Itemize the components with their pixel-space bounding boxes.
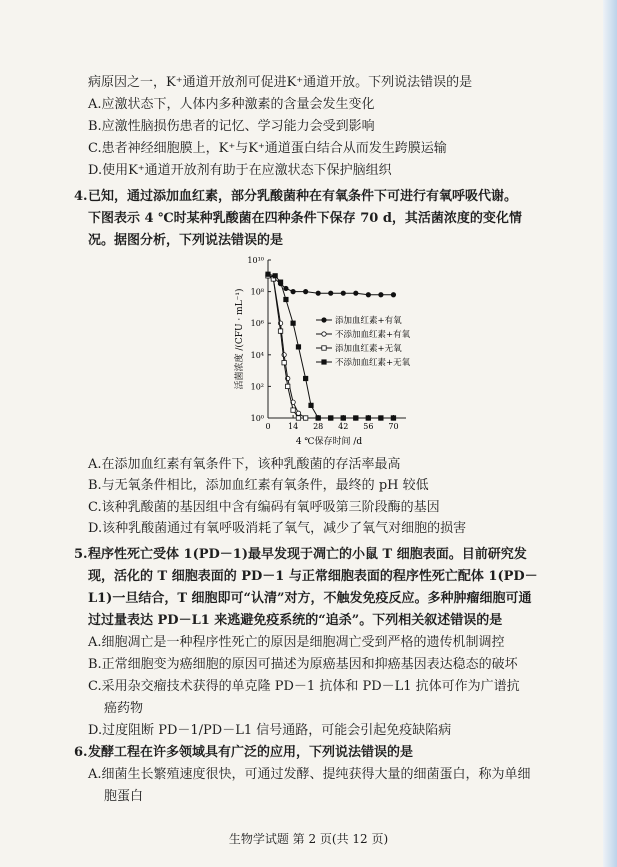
data-point bbox=[278, 280, 282, 284]
data-point bbox=[354, 291, 358, 295]
q3-option-b: B.应激性脑损伤患者的记忆、学习能力会受到影响 bbox=[88, 119, 375, 134]
data-point bbox=[291, 289, 295, 293]
legend-marker bbox=[322, 346, 326, 350]
data-point bbox=[391, 416, 395, 420]
q5-stem-line-3: L1)一旦结合，T 细胞即可“认清”对方，不触发免疫反应。多种肿瘤细胞可通 bbox=[88, 591, 532, 606]
q5-option-b: B.正常细胞变为癌细胞的原因可描述为原癌基因和抑癌基因表达稳态的破坏 bbox=[88, 657, 518, 672]
x-tick-label: 14 bbox=[287, 422, 299, 431]
q6-option-a: A.细菌生长繁殖速度很快，可通过发酵、提纯获得大量的细菌蛋白，称为单细 bbox=[88, 767, 531, 782]
q6-number: 6. bbox=[74, 745, 88, 760]
y-tick-label: 10² bbox=[250, 382, 264, 392]
data-point bbox=[366, 416, 370, 420]
legend-label: 不添加血红素+有氧 bbox=[335, 330, 411, 340]
q5-option-c-cont: 癌药物 bbox=[104, 701, 144, 716]
q5-stem-line-2: 现，活化的 T 细胞表面的 PD－1 与正常细胞表面的程序性死亡配体 1(PD－ bbox=[88, 569, 538, 584]
x-tick-label: 42 bbox=[338, 422, 349, 431]
data-point bbox=[316, 291, 320, 295]
legend-label: 添加血红素+有氧 bbox=[335, 316, 402, 326]
q3-stem: 病原因之一，K⁺通道开放剂可促进K⁺通道开放。下列说法错误的是 bbox=[88, 75, 473, 90]
q4-stem-line-2: 下图表示 4 ℃时某种乳酸菌在四种条件下保存 70 d，其活菌浓度的变化情 bbox=[88, 211, 522, 226]
x-tick-label: 0 bbox=[265, 422, 271, 431]
legend-label: 不添加血红素+无氧 bbox=[335, 358, 411, 368]
y-tick-label: 10⁴ bbox=[250, 350, 264, 360]
q5-option-c: C.采用杂交瘤技术获得的单克隆 PD－1 抗体和 PD－L1 抗体可作为广谱抗 bbox=[88, 679, 520, 694]
data-point bbox=[329, 291, 333, 295]
data-point bbox=[284, 297, 288, 301]
x-tick-label: 56 bbox=[363, 422, 374, 431]
data-point bbox=[379, 416, 383, 420]
q4-number: 4. bbox=[74, 189, 88, 204]
data-point bbox=[291, 408, 295, 412]
y-axis-label: 活菌浓度 /(CFU · mL⁻¹) bbox=[235, 288, 245, 390]
data-point bbox=[316, 416, 320, 420]
x-tick-label: 70 bbox=[388, 422, 399, 431]
data-point bbox=[303, 376, 307, 380]
data-point bbox=[286, 384, 290, 388]
q4-option-b: B.与无氧条件相比，添加血红素有氧条件，最终的 pH 较低 bbox=[88, 478, 429, 493]
data-point bbox=[278, 329, 282, 333]
legend-label: 添加血红素+无氧 bbox=[335, 344, 402, 354]
data-point bbox=[354, 416, 358, 420]
q5-stem-line-4: 过过量表达 PD－L1 来逃避免疫系统的“追杀”。下列相关叙述错误的是 bbox=[88, 613, 503, 628]
data-point bbox=[296, 416, 300, 420]
page-footer: 生物学试题 第 2 页(共 12 页) bbox=[228, 832, 389, 846]
data-point bbox=[366, 293, 370, 297]
q4-option-a: A.在添加血红素有氧条件下，该种乳酸菌的存活率最高 bbox=[88, 457, 401, 472]
legend-marker bbox=[322, 332, 326, 336]
q3-option-c: C.患者神经细胞膜上，K⁺与K⁺通道蛋白结合从而发生跨膜运输 bbox=[88, 141, 447, 156]
q3-option-a: A.应激状态下，人体内多种激素的含量会发生变化 bbox=[88, 97, 375, 112]
data-point bbox=[296, 345, 300, 349]
q3-option-d: D.使用K⁺通道开放剂有助于在应激状态下保护脑组织 bbox=[88, 163, 392, 178]
q4-option-d: D.该种乳酸菌通过有氧呼吸消耗了氧气，减少了氧气对细胞的损害 bbox=[88, 521, 467, 536]
data-point bbox=[309, 403, 313, 407]
legend-marker bbox=[322, 318, 326, 322]
data-point bbox=[341, 416, 345, 420]
data-point bbox=[273, 274, 277, 278]
y-tick-label: 10¹⁰ bbox=[247, 256, 264, 265]
data-point bbox=[329, 416, 333, 420]
y-tick-label: 10⁰ bbox=[250, 414, 264, 423]
q4-stem-line-1: 已知，通过添加血红素，部分乳酸菌种在有氧条件下可进行有氧呼吸代谢。 bbox=[88, 189, 518, 204]
x-axis-label: 4 ℃保存时间 /d bbox=[295, 437, 363, 447]
q5-option-a: A.细胞凋亡是一种程序性死亡的原因是细胞凋亡受到严格的遗传机制调控 bbox=[88, 635, 505, 650]
legend-marker bbox=[322, 360, 326, 364]
page-edge bbox=[603, 0, 617, 867]
y-tick-label: 10⁸ bbox=[250, 287, 264, 297]
y-tick-label: 10⁶ bbox=[250, 319, 264, 329]
q4-option-c: C.该种乳酸菌的基因组中含有编码有氧呼吸第三阶段酶的基因 bbox=[88, 500, 440, 515]
x-tick-label: 28 bbox=[313, 422, 324, 431]
q6-stem: 发酵工程在许多领域具有广泛的应用，下列说法错误的是 bbox=[88, 745, 414, 760]
q5-number: 5. bbox=[74, 547, 88, 562]
data-point bbox=[266, 272, 270, 276]
data-point bbox=[303, 289, 307, 293]
q5-stem-line-1: 程序性死亡受体 1(PD－1)最早发现于凋亡的小鼠 T 细胞表面。目前研究发 bbox=[88, 547, 527, 562]
q6-option-a-cont: 胞蛋白 bbox=[104, 789, 144, 804]
data-point bbox=[282, 361, 286, 365]
data-point bbox=[291, 321, 295, 325]
data-point bbox=[379, 293, 383, 297]
viability-chart bbox=[228, 254, 438, 450]
data-point bbox=[296, 411, 300, 415]
data-point bbox=[303, 416, 307, 420]
q4-stem-line-3: 况。据图分析，下列说法错误的是 bbox=[88, 233, 284, 248]
data-point bbox=[391, 293, 395, 297]
q5-option-d: D.过度阻断 PD－1/PD－L1 信号通路，可能会引起免疫缺陷病 bbox=[88, 723, 452, 738]
data-point bbox=[284, 286, 288, 290]
data-point bbox=[341, 291, 345, 295]
